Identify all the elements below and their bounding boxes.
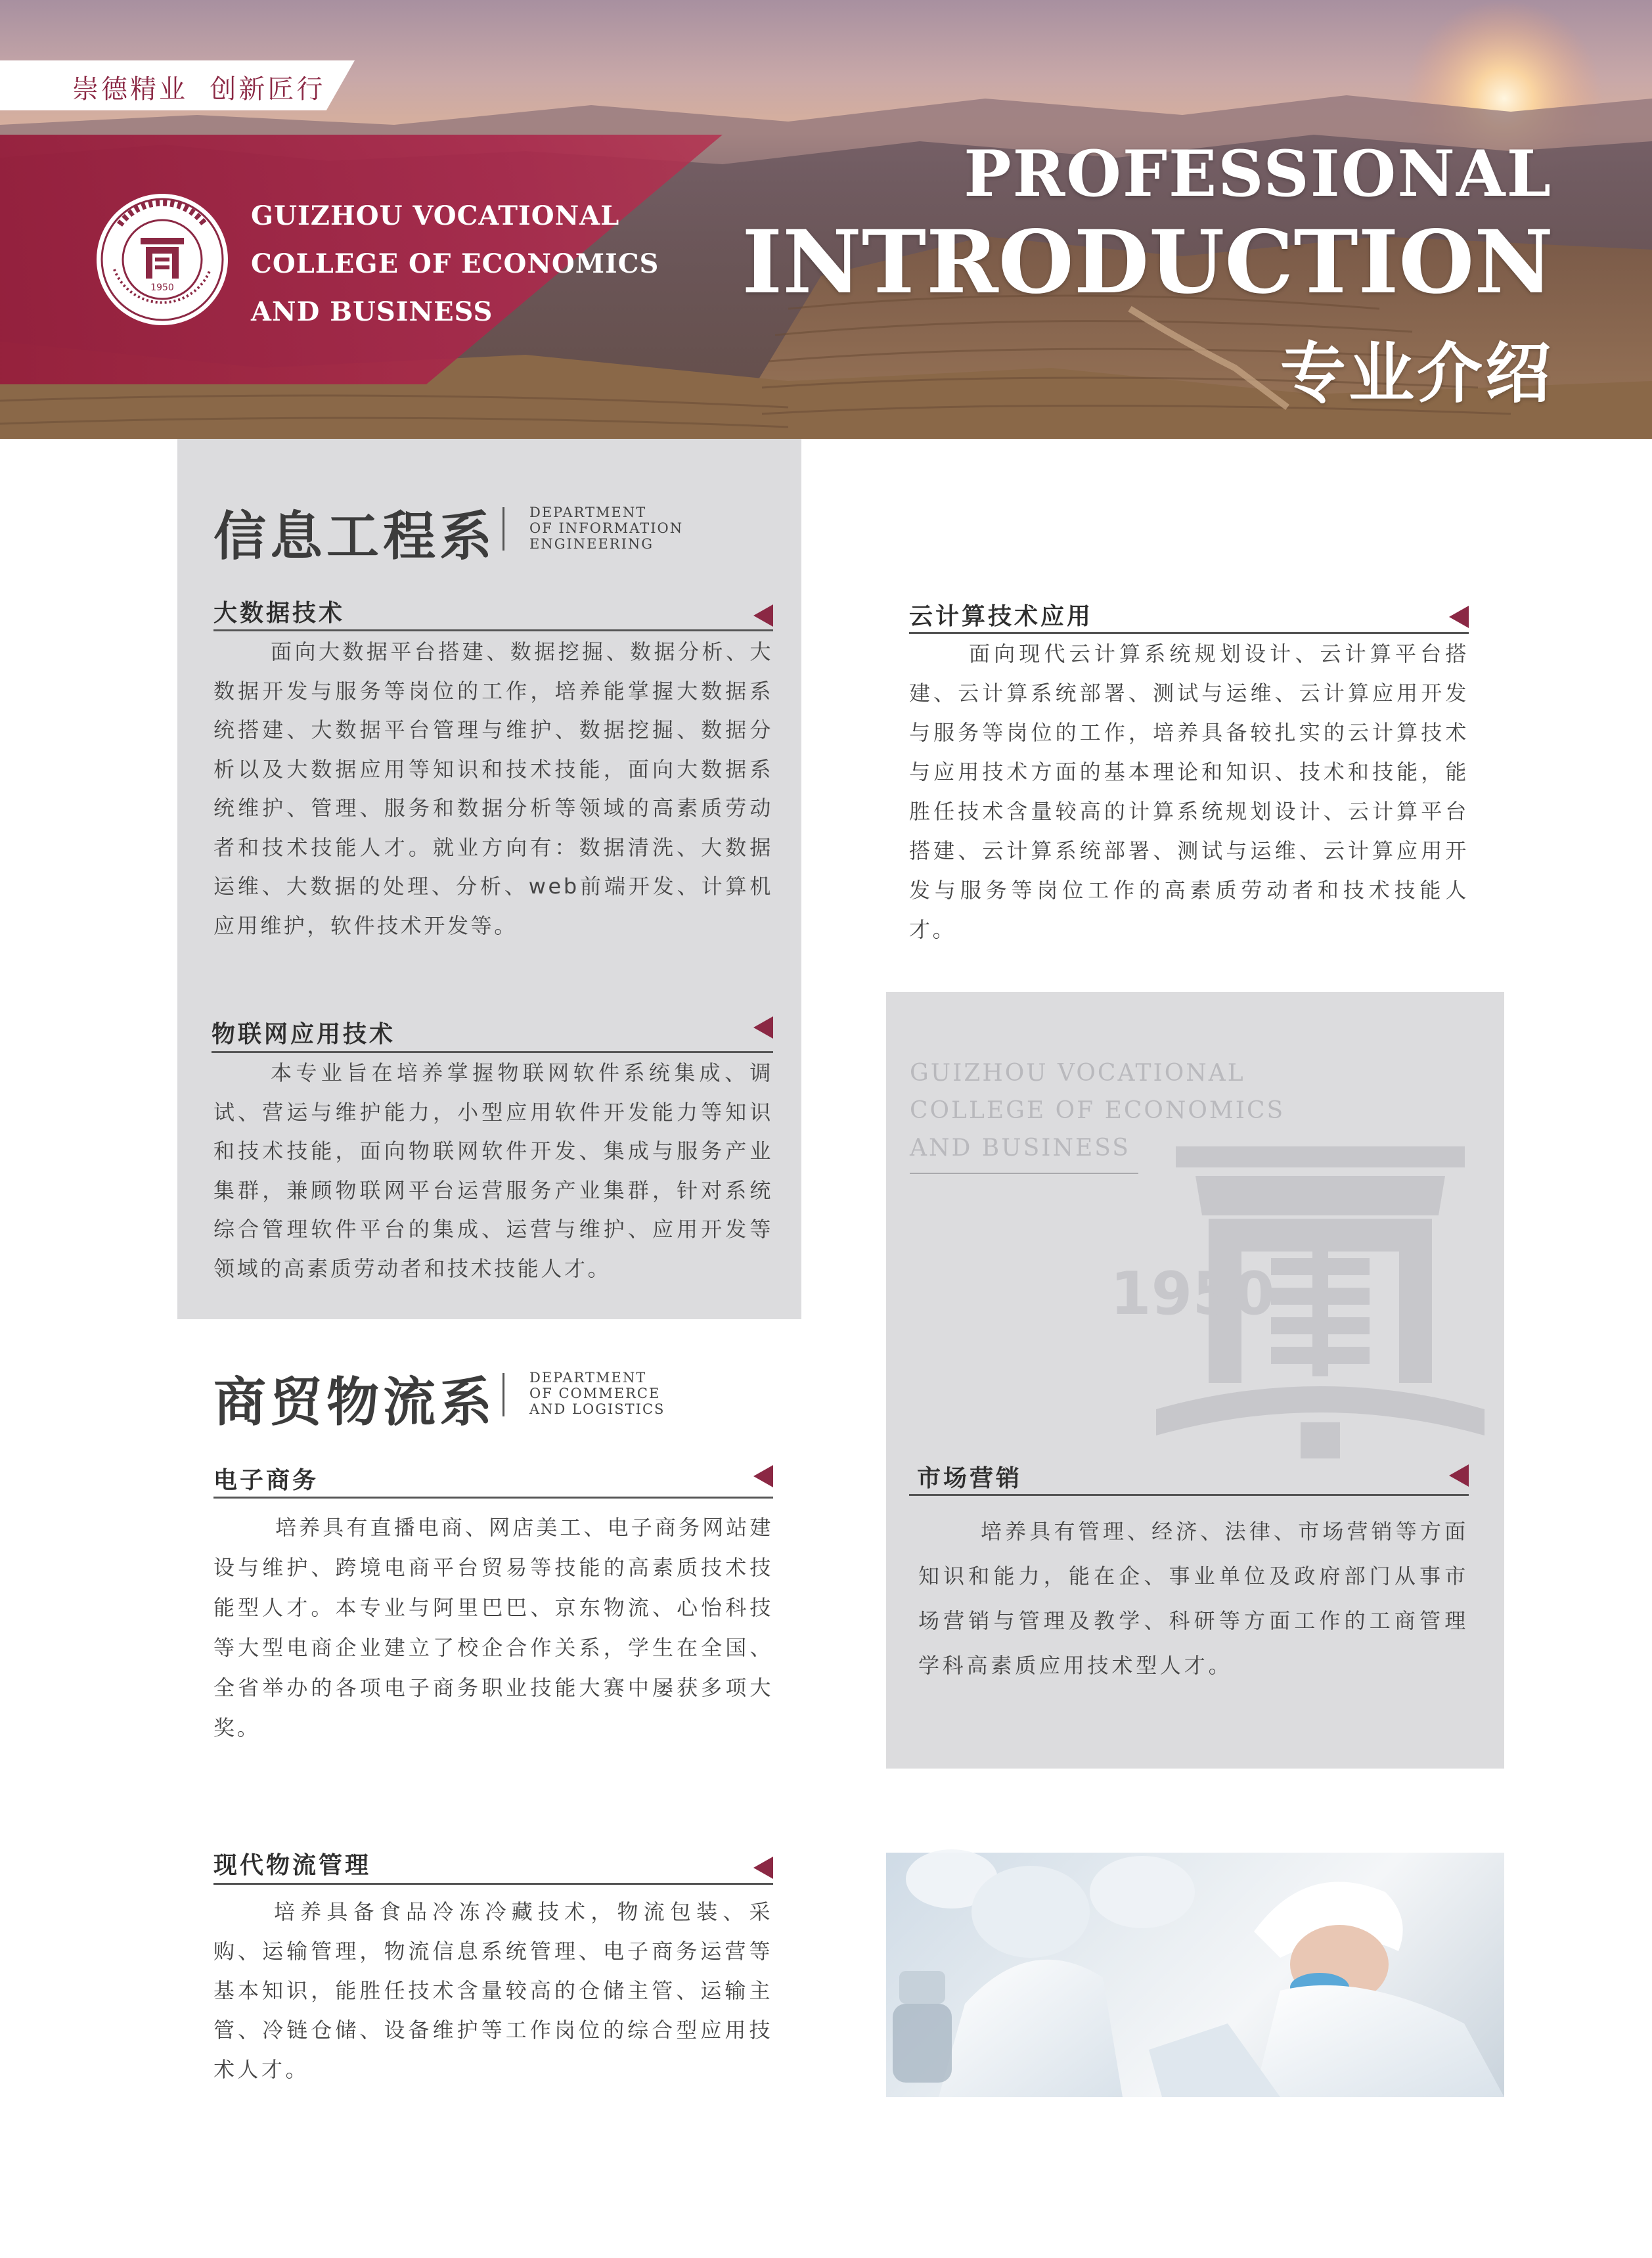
major-title-ecommerce: 电子商务: [213, 1467, 319, 1494]
college-name-line-2: COLLEGE OF ECONOMICS: [251, 248, 659, 279]
watermark-college-emblem: [1110, 1146, 1485, 1458]
title-introduction: INTRODUCTION: [742, 212, 1553, 313]
dept-separator: [502, 507, 504, 551]
major-desc-big-data: 面向大数据平台搭建、数据挖掘、数据分析、大数据开发与服务等岗位的工作，培养能掌握大数据系统搭建、大数据平台管理与维护、数据挖掘、数据分析以及大数据应用等知识和技术技能，面向大数据系统维护、管理、服务和数据分析等领域的高素质劳动者和技术技能人才。就业方向有：数据清洗、大数据运维、大数据的处理、分析、web前端开发、计算机应用维护，软件技术开发等。: [213, 639, 773, 938]
major-desc-marketing: 培养具有管理、经济、法律、市场营销等方面知识和能力，能在企、事业单位及政府部门从事市场营销与管理及教学、科研等方面工作的工商管理学科高素质应用技术型人才。: [918, 1519, 1469, 1678]
triangle-marker-icon: [753, 1016, 773, 1039]
triangle-marker-icon: [1449, 1464, 1469, 1487]
seal-year: 1950: [150, 282, 174, 293]
major-rule: [909, 1494, 1469, 1496]
major-rule: [213, 1883, 773, 1885]
major-rule: [213, 1497, 773, 1499]
college-seal-logo: [93, 191, 231, 328]
lab-students-photo: [886, 1853, 1504, 2097]
major-desc-logistics: 培养具备食品冷冻冷藏技术，物流包装、采购、运输管理，物流信息系统管理、电子商务运营等基本知识，能胜任技术含量较高的仓储主管、运输主管、冷链仓储、设备维护等工作岗位的综合型应用技术人才。: [213, 1899, 773, 2082]
major-title-marketing: 市场营销: [917, 1465, 1023, 1492]
major-desc-iot: 本专业旨在培养掌握物联网软件系统集成、调试、营运与维护能力，小型应用软件开发能力等知识和技术技能，面向物联网软件开发、集成与服务产业集群，兼顾物联网平台运营服务产业集群，针对系统综合管理软件平台的集成、运营与维护、应用开发等领域的高素质劳动者和技术技能人才。: [213, 1060, 773, 1281]
college-name-en: [251, 192, 659, 336]
header-banner: [0, 0, 1652, 439]
major-rule: [212, 1051, 773, 1053]
watermark-college-name: GUIZHOU VOCATIONAL COLLEGE OF ECONOMICS AND BUSINESS: [910, 1060, 1285, 1162]
triangle-marker-icon: [1449, 606, 1469, 628]
college-name-line-1: GUIZHOU VOCATIONAL: [251, 200, 620, 231]
watermark-rule: [910, 1173, 1138, 1174]
slogan-text: 崇德精业 创新匠行: [72, 74, 326, 104]
dept-title-info-eng: 信息工程系: [213, 506, 496, 567]
dept-separator: [502, 1373, 504, 1416]
title-professional: PROFESSIONAL: [964, 137, 1552, 211]
major-desc-ecommerce: 培养具有直播电商、网店美工、电子商务网站建设与维护、跨境电商平台贸易等技能的高素质技术技能型人才。本专业与阿里巴巴、京东物流、心怡科技等大型电商企业建立了校企合作关系，学生在全国、全省举办的各项电子商务职业技能大赛中屡获多项大奖。: [213, 1515, 773, 1740]
triangle-marker-icon: [753, 1857, 773, 1879]
major-desc-cloud: 面向现代云计算系统规划设计、云计算平台搭建、云计算系统部署、测试与运维、云计算应用开发与服务等岗位的工作，培养具备较扎实的云计算技术与应用技术方面的基本理论和知识、技术和技能，能胜任技术含量较高的计算系统规划设计、云计算平台搭建、云计算系统部署、测试与运维、云计算应用开发与服务等岗位工作的高素质劳动者和技术技能人才。: [909, 641, 1469, 942]
dept-en-info-eng: DEPARTMENT OF INFORMATION ENGINEERING: [529, 505, 684, 552]
major-title-cloud: 云计算技术应用: [909, 603, 1094, 630]
major-title-logistics: 现代物流管理: [213, 1852, 372, 1879]
lab-photo-illustration: [886, 1853, 1504, 2097]
watermark-year: 1950: [1110, 1259, 1275, 1328]
dept-title-commerce: 商贸物流系: [213, 1372, 496, 1433]
triangle-marker-icon: [753, 1465, 773, 1487]
major-title-big-data: 大数据技术: [213, 600, 346, 627]
college-name-line-3: AND BUSINESS: [251, 296, 493, 327]
title-cn: 专业介绍: [1280, 335, 1553, 412]
dept-en-commerce: DEPARTMENT OF COMMERCE AND LOGISTICS: [529, 1370, 665, 1417]
major-rule: [213, 629, 773, 631]
major-title-iot: 物联网应用技术: [212, 1021, 396, 1048]
triangle-marker-icon: [753, 604, 773, 627]
